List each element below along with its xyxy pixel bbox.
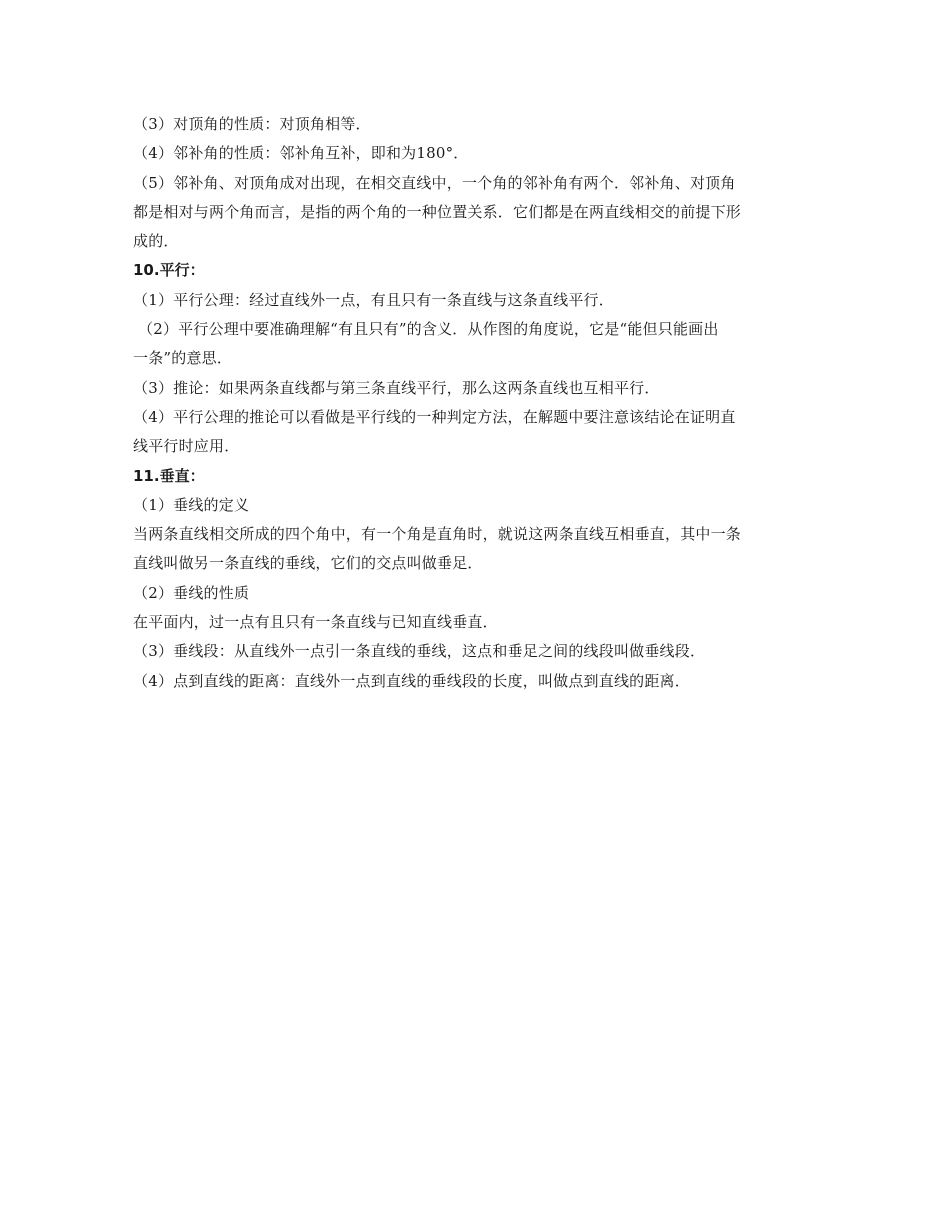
paragraph-line: 当两条直线相交所成的四个角中，有一个角是直角时，就说这两条直线互相垂直，其中一条 — [133, 525, 742, 544]
section-perpendicular — [133, 462, 823, 696]
paragraph-line: （1）平行公理：经过直线外一点，有且只有一条直线与这条直线平行． — [133, 290, 614, 309]
section-parallel — [133, 256, 823, 461]
paragraph-line: （4）邻补角的性质：邻补角互补，即和为180°． — [133, 144, 469, 163]
paragraph-line: （3）垂线段：从直线外一点引一条直线的垂线，这点和垂足之间的线段叫做垂线段． — [133, 642, 706, 661]
paragraph-line: 都是相对与两个角而言，是指的两个角的一种位置关系．它们都是在两直线相交的前提下形 — [133, 202, 742, 221]
paragraph-line: （1）垂线的定义 — [133, 495, 250, 514]
paragraph-line: 成的． — [133, 232, 179, 251]
paragraph-line: （3）对顶角的性质：对顶角相等． — [133, 115, 371, 133]
section-heading: 11.垂直： — [133, 466, 205, 485]
paragraph-line: （2）垂线的性质 — [133, 583, 250, 602]
document-page — [133, 110, 823, 696]
paragraph-line: 线平行时应用． — [133, 437, 240, 456]
section-angle-properties — [133, 110, 823, 256]
paragraph-line: （2）平行公理中要准确理解“有且只有”的含义．从作图的角度说，它是“能但只能画出 — [138, 320, 719, 339]
paragraph-line: （4）平行公理的推论可以看做是平行线的一种判定方法，在解题中要注意该结论在证明直 — [133, 407, 736, 426]
paragraph-line: 直线叫做另一条直线的垂线，它们的交点叫做垂足． — [133, 554, 483, 573]
section-heading: 10.平行： — [133, 261, 205, 280]
paragraph-line: 在平面内，过一点有且只有一条直线与已知直线垂直． — [133, 613, 498, 632]
paragraph-line: （4）点到直线的距离：直线外一点到直线的垂线段的长度，叫做点到直线的距离． — [133, 671, 690, 690]
paragraph-line: 一条”的意思． — [133, 349, 233, 368]
paragraph-line: （3）推论：如果两条直线都与第三条直线平行，那么这两条直线也互相平行． — [133, 378, 660, 397]
paragraph-line: （5）邻补角、对顶角成对出现，在相交直线中，一个角的邻补角有两个．邻补角、对顶角 — [133, 173, 736, 192]
